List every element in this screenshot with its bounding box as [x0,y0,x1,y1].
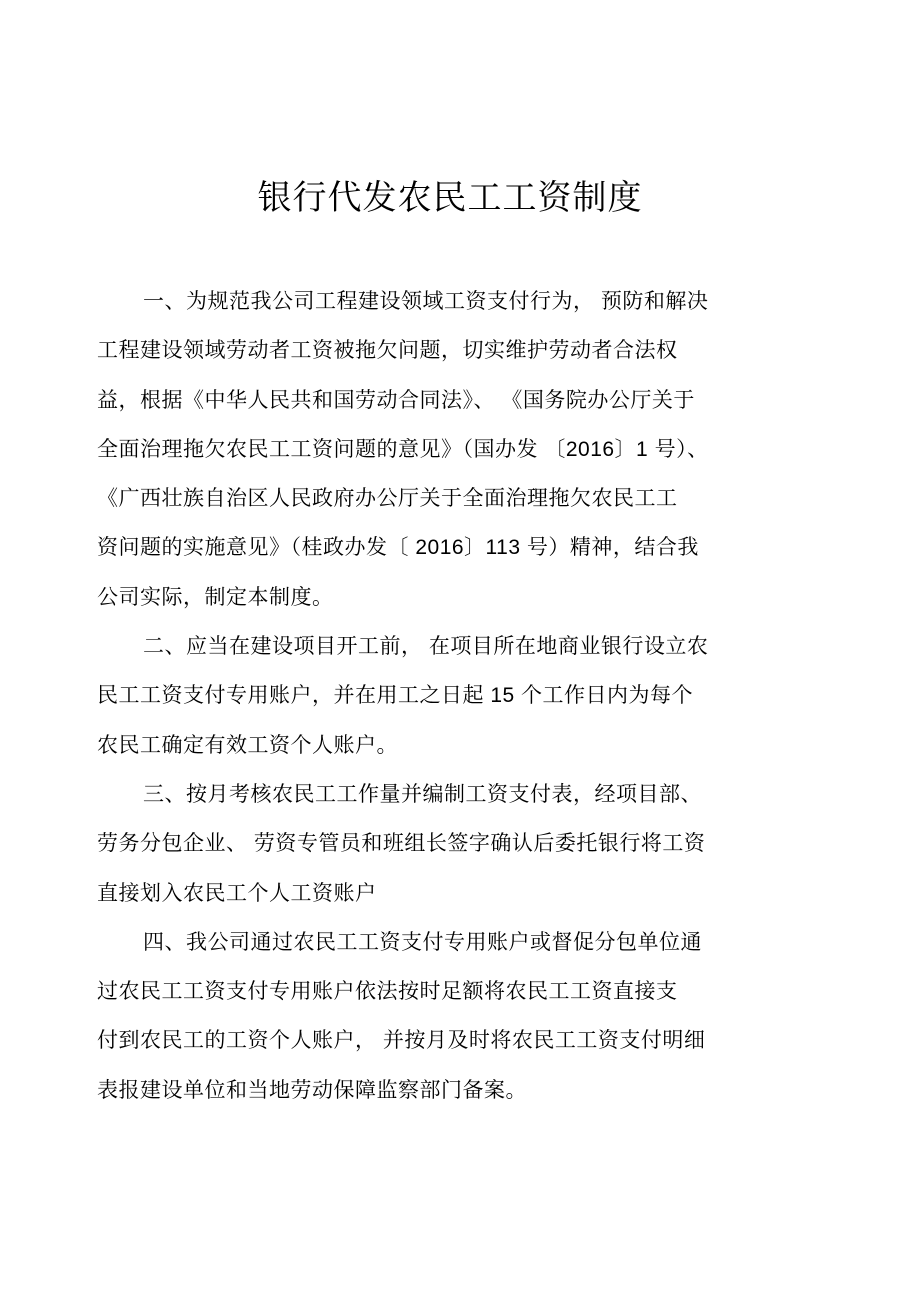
text-line: 付到农民工的工资个人账户， 并按月及时将农民工工资支付明细 [97,1029,706,1053]
document-title: 银行代发农民工工资制度 [257,179,643,217]
text-line: 全面治理拖欠农民工工资问题的意见》（国办发 〔2016〕1 号）、 [97,437,709,461]
text-line: 农民工确定有效工资个人账户。 [97,733,398,757]
text-line: 表报建设单位和当地劳动保障监察部门备案。 [97,1078,527,1102]
paragraph [97,277,827,622]
text-line: 一、为规范我公司工程建设领域工资支付行为， 预防和解决 [143,290,709,313]
text-line: 益，根据《中华人民共和国劳动合同法》、 《国务院办公厅关于 [97,388,695,412]
text-line: 过农民工工资支付专用账户依法按时足额将农民工工资直接支 [97,980,678,1004]
paragraph [97,622,827,770]
text-line: 三、按月考核农民工工作量并编制工资支付表，经项目部、 [143,782,702,806]
text-line: 工程建设领域劳动者工资被拖欠问题，切实维护劳动者合法权 [97,339,678,363]
text-line: 四、我公司通过农民工工资支付专用账户或督促分包单位通 [143,930,702,954]
text-line: 《广西壮族自治区人民政府办公厅关于全面治理拖欠农民工工 [97,487,678,511]
document-body [97,277,827,1115]
text-line: 二、应当在建设项目开工前， 在项目所在地商业银行设立农 [143,635,709,659]
text-line: 劳务分包企业、 劳资专管员和班组长签字确认后委托银行将工资 [97,832,706,856]
text-line: 公司实际，制定本制度。 [97,585,334,609]
text-line: 民工工资支付专用账户，并在用工之日起 15 个工作日内为每个 [97,684,694,708]
text-line: 直接划入农民工个人工资账户 [97,881,377,905]
text-line: 资问题的实施意见》（桂政办发〔 2016〕113 号）精神，结合我 [97,536,699,560]
paragraph [97,918,827,1115]
paragraph [97,770,827,918]
